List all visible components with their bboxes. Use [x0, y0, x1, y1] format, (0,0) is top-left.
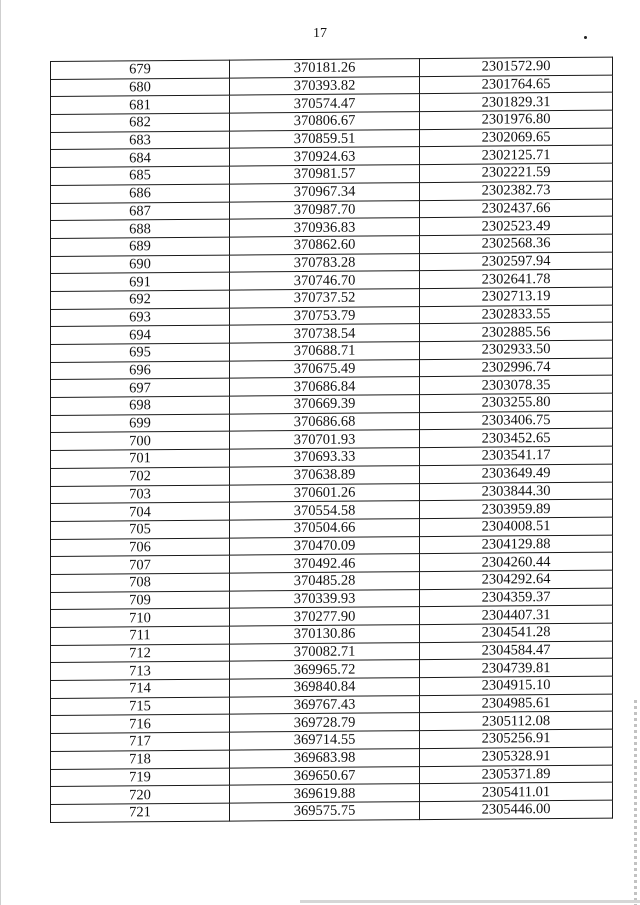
y-coordinate-cell: 2304260.44 — [420, 552, 613, 571]
y-coordinate-cell: 2303406.75 — [420, 411, 613, 430]
x-coordinate-cell: 370675.49 — [230, 359, 420, 378]
coordinates-table-body — [51, 57, 613, 822]
point-number-cell: 719 — [51, 768, 230, 787]
x-coordinate-cell: 369619.88 — [230, 784, 420, 803]
point-number-cell: 679 — [51, 60, 230, 79]
coordinates-table — [50, 57, 613, 823]
page-number: 17 — [313, 26, 327, 41]
scan-edge-right — [634, 700, 637, 905]
point-number-cell: 707 — [51, 555, 230, 574]
point-number-cell: 715 — [51, 697, 230, 716]
point-number-cell: 685 — [51, 166, 230, 185]
y-coordinate-cell: 2303078.35 — [420, 375, 613, 394]
y-coordinate-cell: 2305256.91 — [420, 729, 613, 748]
point-number-cell: 693 — [51, 308, 230, 327]
y-coordinate-cell: 2303255.80 — [420, 393, 613, 412]
point-number-cell: 704 — [51, 502, 230, 521]
point-number-cell: 709 — [51, 591, 230, 610]
x-coordinate-cell: 370806.67 — [230, 112, 420, 131]
point-number-cell: 684 — [51, 149, 230, 168]
x-coordinate-cell: 370701.93 — [230, 430, 420, 449]
x-coordinate-cell: 369650.67 — [230, 766, 420, 785]
point-number-cell: 683 — [51, 131, 230, 150]
point-number-cell: 698 — [51, 396, 230, 415]
point-number-cell: 680 — [51, 78, 230, 97]
x-coordinate-cell: 370753.79 — [230, 306, 420, 325]
y-coordinate-cell: 2304985.61 — [420, 694, 613, 713]
y-coordinate-cell: 2305411.01 — [420, 782, 613, 801]
x-coordinate-cell: 370693.33 — [230, 448, 420, 467]
x-coordinate-cell: 370082.71 — [230, 642, 420, 661]
y-coordinate-cell: 2305328.91 — [420, 747, 613, 766]
y-coordinate-cell: 2304739.81 — [420, 658, 613, 677]
y-coordinate-cell: 2302221.59 — [420, 163, 613, 182]
y-coordinate-cell: 2301976.80 — [420, 110, 613, 129]
point-number-cell: 689 — [51, 237, 230, 256]
x-coordinate-cell: 370277.90 — [230, 607, 420, 626]
x-coordinate-cell: 370339.93 — [230, 589, 420, 608]
point-number-cell: 687 — [51, 202, 230, 221]
x-coordinate-cell: 370130.86 — [230, 625, 420, 644]
y-coordinate-cell: 2301572.90 — [420, 57, 613, 76]
y-coordinate-cell: 2302125.71 — [420, 146, 613, 165]
point-number-cell: 721 — [51, 803, 230, 822]
y-coordinate-cell: 2302597.94 — [420, 252, 613, 271]
y-coordinate-cell: 2303541.17 — [420, 446, 613, 465]
point-number-cell: 702 — [51, 467, 230, 486]
y-coordinate-cell: 2304292.64 — [420, 570, 613, 589]
point-number-cell: 696 — [51, 361, 230, 380]
y-coordinate-cell: 2304584.47 — [420, 641, 613, 660]
x-coordinate-cell: 370924.63 — [230, 147, 420, 166]
x-coordinate-cell: 370737.52 — [230, 289, 420, 308]
y-coordinate-cell: 2304915.10 — [420, 676, 613, 695]
point-number-cell: 712 — [51, 644, 230, 663]
y-coordinate-cell: 2302523.49 — [420, 216, 613, 235]
y-coordinate-cell: 2302713.19 — [420, 287, 613, 306]
x-coordinate-cell: 370738.54 — [230, 324, 420, 343]
y-coordinate-cell: 2305446.00 — [420, 800, 613, 819]
point-number-cell: 697 — [51, 378, 230, 397]
x-coordinate-cell: 369683.98 — [230, 748, 420, 767]
x-coordinate-cell: 370638.89 — [230, 465, 420, 484]
y-coordinate-cell: 2304359.37 — [420, 588, 613, 607]
point-number-cell: 692 — [51, 290, 230, 309]
x-coordinate-cell: 370862.60 — [230, 235, 420, 254]
x-coordinate-cell: 369840.84 — [230, 678, 420, 697]
x-coordinate-cell: 370686.84 — [230, 377, 420, 396]
x-coordinate-cell: 370554.58 — [230, 501, 420, 520]
point-number-cell: 703 — [51, 485, 230, 504]
x-coordinate-cell: 370967.34 — [230, 182, 420, 201]
x-coordinate-cell: 370746.70 — [230, 271, 420, 290]
point-number-cell: 705 — [51, 520, 230, 539]
x-coordinate-cell: 370859.51 — [230, 129, 420, 148]
point-number-cell: 682 — [51, 113, 230, 132]
y-coordinate-cell: 2305371.89 — [420, 765, 613, 784]
x-coordinate-cell: 369965.72 — [230, 660, 420, 679]
y-coordinate-cell: 2305112.08 — [420, 712, 613, 731]
point-number-cell: 713 — [51, 661, 230, 680]
x-coordinate-cell: 369728.79 — [230, 713, 420, 732]
point-number-cell: 717 — [51, 732, 230, 751]
point-number-cell: 700 — [51, 432, 230, 451]
x-coordinate-cell: 370470.09 — [230, 536, 420, 555]
y-coordinate-cell: 2302885.56 — [420, 322, 613, 341]
y-coordinate-cell: 2302069.65 — [420, 128, 613, 147]
point-number-cell: 688 — [51, 219, 230, 238]
point-number-cell: 714 — [51, 679, 230, 698]
x-coordinate-cell: 370936.83 — [230, 218, 420, 237]
x-coordinate-cell: 370686.68 — [230, 412, 420, 431]
x-coordinate-cell: 370669.39 — [230, 395, 420, 414]
y-coordinate-cell: 2301764.65 — [420, 75, 613, 94]
point-number-cell: 720 — [51, 785, 230, 804]
y-coordinate-cell: 2304407.31 — [420, 605, 613, 624]
point-number-cell: 716 — [51, 715, 230, 734]
point-number-cell: 710 — [51, 608, 230, 627]
y-coordinate-cell: 2302382.73 — [420, 181, 613, 200]
x-coordinate-cell: 369767.43 — [230, 695, 420, 714]
point-number-cell: 695 — [51, 343, 230, 362]
y-coordinate-cell: 2302437.66 — [420, 199, 613, 218]
y-coordinate-cell: 2303649.49 — [420, 464, 613, 483]
y-coordinate-cell: 2302833.55 — [420, 305, 613, 324]
y-coordinate-cell: 2302996.74 — [420, 358, 613, 377]
y-coordinate-cell: 2301829.31 — [420, 92, 613, 111]
x-coordinate-cell: 370981.57 — [230, 165, 420, 184]
y-coordinate-cell: 2304541.28 — [420, 623, 613, 642]
point-number-cell: 711 — [51, 626, 230, 645]
point-number-cell: 690 — [51, 255, 230, 274]
point-number-cell: 694 — [51, 325, 230, 344]
scan-edge-bottom — [300, 900, 640, 903]
x-coordinate-cell: 370783.28 — [230, 253, 420, 272]
y-coordinate-cell: 2302641.78 — [420, 269, 613, 288]
point-number-cell: 699 — [51, 414, 230, 433]
y-coordinate-cell: 2303452.65 — [420, 429, 613, 448]
point-number-cell: 681 — [51, 95, 230, 114]
x-coordinate-cell: 370393.82 — [230, 76, 420, 95]
y-coordinate-cell: 2302933.50 — [420, 340, 613, 359]
y-coordinate-cell: 2303959.89 — [420, 499, 613, 518]
table-row — [51, 800, 613, 822]
x-coordinate-cell: 370504.66 — [230, 518, 420, 537]
point-number-cell: 708 — [51, 573, 230, 592]
x-coordinate-cell: 369575.75 — [230, 801, 420, 820]
x-coordinate-cell: 370485.28 — [230, 572, 420, 591]
scan-speck — [584, 36, 587, 39]
x-coordinate-cell: 370688.71 — [230, 342, 420, 361]
x-coordinate-cell: 370574.47 — [230, 94, 420, 113]
point-number-cell: 691 — [51, 272, 230, 291]
x-coordinate-cell: 370601.26 — [230, 483, 420, 502]
x-coordinate-cell: 370181.26 — [230, 59, 420, 78]
point-number-cell: 718 — [51, 750, 230, 769]
x-coordinate-cell: 370492.46 — [230, 554, 420, 573]
y-coordinate-cell: 2304008.51 — [420, 517, 613, 536]
y-coordinate-cell: 2302568.36 — [420, 234, 613, 253]
y-coordinate-cell: 2304129.88 — [420, 535, 613, 554]
point-number-cell: 701 — [51, 449, 230, 468]
point-number-cell: 706 — [51, 538, 230, 557]
x-coordinate-cell: 369714.55 — [230, 731, 420, 750]
scan-edge-left — [0, 0, 1, 905]
point-number-cell: 686 — [51, 184, 230, 203]
y-coordinate-cell: 2303844.30 — [420, 482, 613, 501]
x-coordinate-cell: 370987.70 — [230, 200, 420, 219]
